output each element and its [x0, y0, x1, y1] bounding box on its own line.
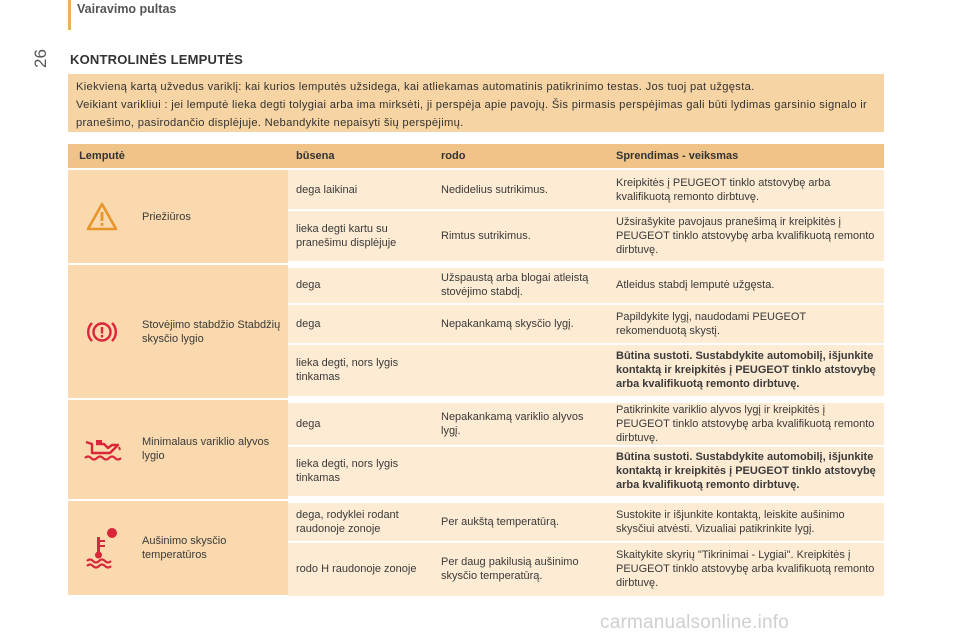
coolant-temperature-icon	[82, 527, 122, 569]
indicates-cell	[433, 446, 608, 500]
oil-can-icon	[82, 436, 122, 462]
lamp-icon-cell	[68, 169, 134, 264]
indicates-cell	[433, 344, 608, 399]
indicates-cell: Nepakankamą variklio alyvos lygį.	[433, 399, 608, 446]
action-cell: Patikrinkite variklio alyvos lygį ir kreipkitės į PEUGEOT tinklo atstovybę arba kvalifikuotą remonto dirbtuvę.	[608, 399, 884, 446]
indicates-cell: Nedidelius sutrikimus.	[433, 169, 608, 210]
action-cell: Užsirašykite pavojaus pranešimą ir kreipkitės į PEUGEOT tinklo atstovybę arba kvalifikuotą remonto dirbtuvę.	[608, 210, 884, 264]
lamp-icon-cell	[68, 500, 134, 596]
section-title: Vairavimo pultas	[77, 2, 177, 16]
action-cell: Kreipkitės į PEUGEOT tinklo atstovybę arba kvalifikuotą remonto dirbtuvę.	[608, 169, 884, 210]
action-cell: Atleidus stabdį lemputė užgęsta.	[608, 264, 884, 304]
action-cell: Būtina sustoti. Sustabdykite automobilį, išjunkite kontaktą ir kreipkitės į PEUGEOT tinklo atstovybę arba kvalifikuotą remonto dirbtuvę.	[608, 446, 884, 500]
indicates-cell: Per aukštą temperatūrą.	[433, 500, 608, 542]
state-cell: dega	[288, 399, 433, 446]
state-cell: rodo H raudonoje zonoje	[288, 542, 433, 596]
table-row	[68, 264, 884, 304]
lamp-name: Stovėjimo stabdžio Stabdžių skysčio lygio	[134, 264, 288, 399]
lamp-name: Minimalaus variklio alyvos lygio	[134, 399, 288, 500]
header-name	[134, 144, 288, 169]
warning-triangle-icon	[86, 202, 118, 232]
state-cell: dega laikinai	[288, 169, 433, 210]
intro-line-1: Kiekvieną kartą užvedus variklį: kai kurios lemputės užsidega, kai atliekamas automatinis patikrinimo testas. Jos tuoj pat užgęsta.	[76, 81, 755, 93]
header-lamp: Lemputė	[68, 144, 134, 169]
intro-line-2: Veikiant varikliui : jei lemputė lieka degti tolygiai arba ima mirksėti, ji perspėja apie pavojų. Šis pirmasis perspėjimas gali būti lydimas garsinio signalo ir pranešimo, pasirodančio displėjuje. Nebandykite nepaisyti šių perspėjimų.	[76, 99, 868, 129]
state-cell: lieka degti, nors lygis tinkamas	[288, 446, 433, 500]
section-accent-bar	[68, 0, 71, 30]
state-cell: lieka degti, nors lygis tinkamas	[288, 344, 433, 399]
state-cell: dega	[288, 264, 433, 304]
indicates-cell: Nepakankamą skysčio lygį.	[433, 304, 608, 344]
state-cell: dega, rodyklei rodant raudonoje zonoje	[288, 500, 433, 542]
header-indicates: rodo	[433, 144, 608, 169]
action-cell: Papildykite lygį, naudodami PEUGEOT rekomenduotą skystį.	[608, 304, 884, 344]
table-row	[68, 500, 884, 542]
indicates-cell: Užspaustą arba blogai atleistą stovėjimo stabdį.	[433, 264, 608, 304]
warning-lamps-table	[68, 144, 884, 597]
watermark: carmanualsonline.info	[600, 612, 790, 633]
lamp-name: Aušinimo skysčio temperatūros	[134, 500, 288, 596]
header-action: Sprendimas - veiksmas	[608, 144, 884, 169]
intro-box	[68, 74, 884, 132]
indicates-cell: Rimtus sutrikimus.	[433, 210, 608, 264]
header-state: būsena	[288, 144, 433, 169]
action-cell: Skaitykite skyrių "Tikrinimai - Lygiai". Kreipkitės į PEUGEOT tinklo atstovybę arba kvalifikuotą remonto dirbtuvę.	[608, 542, 884, 596]
table-row	[68, 169, 884, 210]
action-cell: Būtina sustoti. Sustabdykite automobilį, išjunkite kontaktą ir kreipkitės į PEUGEOT tinklo atstovybę arba kvalifikuotą remonto dirbtuvę.	[608, 344, 884, 399]
state-cell: lieka degti kartu su pranešimu displėjuje	[288, 210, 433, 264]
action-cell: Sustokite ir išjunkite kontaktą, leiskite aušinimo skysčiui atvėsti. Vizualiai patikrinkite lygį.	[608, 500, 884, 542]
page-heading: KONTROLINĖS LEMPUTĖS	[70, 52, 244, 67]
lamp-icon-cell	[68, 264, 134, 399]
page-number: 26	[31, 49, 50, 68]
table-header-row	[68, 144, 884, 169]
state-cell: dega	[288, 304, 433, 344]
indicates-cell: Per daug pakilusią aušinimo skysčio temperatūrą.	[433, 542, 608, 596]
lamp-name: Priežiūros	[134, 169, 288, 264]
table-row	[68, 399, 884, 446]
lamp-icon-cell	[68, 399, 134, 500]
brake-icon	[85, 319, 119, 345]
